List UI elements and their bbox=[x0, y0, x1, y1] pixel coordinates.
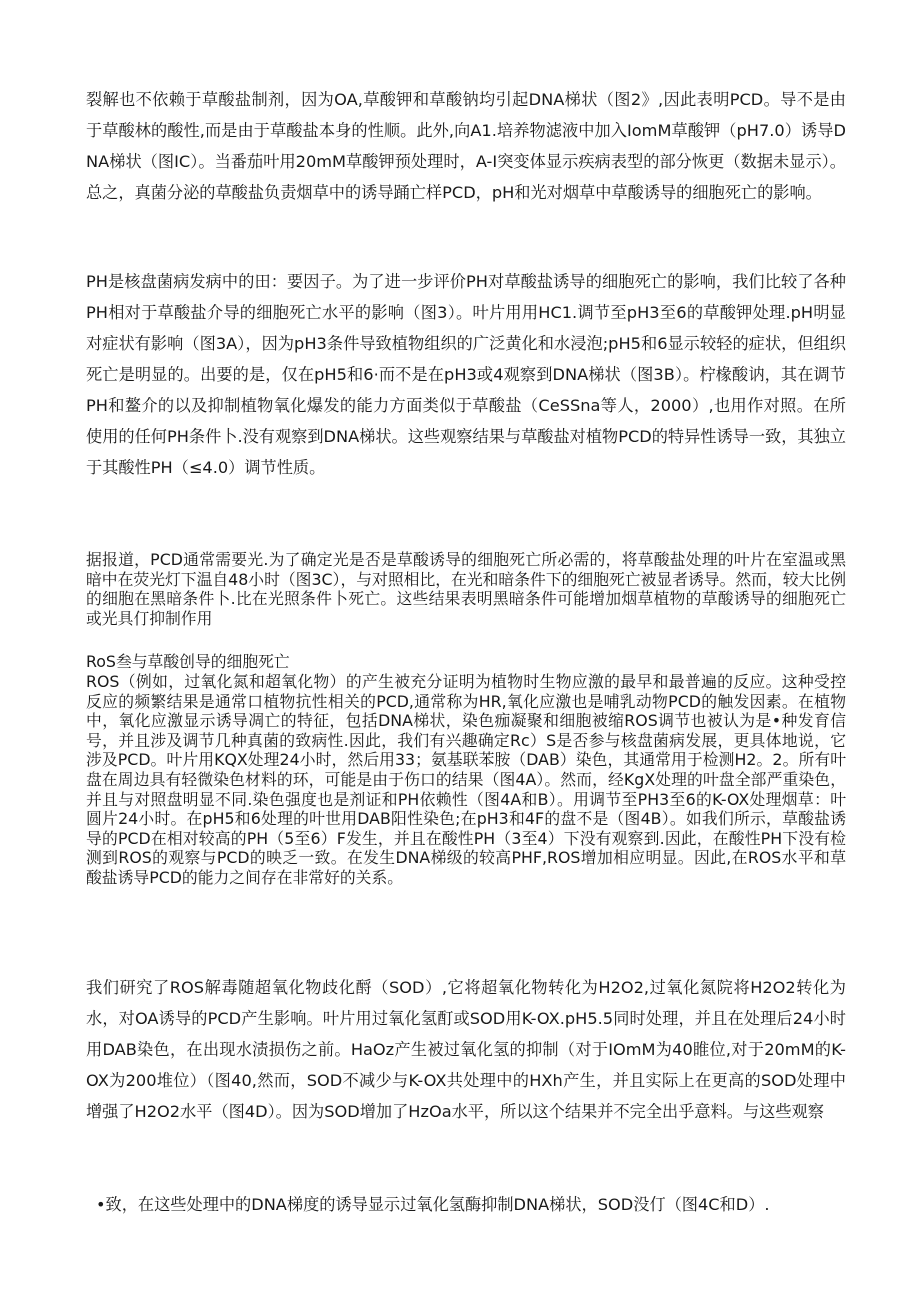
paragraph-conclusion-line: •致，在这些处理中的DNA梯度的诱导显示过氧化氢酶抑制DNA梯状，SOD没仃（图4C和D）. bbox=[96, 1195, 770, 1214]
paragraph-sod-catalase: 我们研究了ROS解毒随超氧化物歧化酹（SOD）,它将超氧化物转化为H2O2,过氧化氮院将H2O2转化为水，对OA诱导的PCD产生影响。叶片用过氧化氢酊或SOD用K-OX.pH5.5同时处理，并且在处理后24小时用DAB染色，在出现水渍损伤之前。HaOz产生被过氧化氢的抑制（对于IOmM为40睢位,对于20mM的K-OX为200堆位）（图40,然而，SOD不减少与K-OX共处理中的HXh产生，并且实际上在更高的SOD处理中增强了H2O2水平（图4D）。因为SOD增加了HzOa水平，所以这个结果并不完全出乎意料。与这些观察 bbox=[86, 978, 846, 1121]
paragraph-oxalate-dna-ladder: 裂解也不依赖于草酸盐制剂，因为OA,草酸钾和草酸钠均引起DNA梯状（图2》,因此表明PCD。导不是由于草酸林的酸性,而是由于草酸盐本身的性顺。此外,向A1.培养物滤液中加入IomM草酸钾（pH7.0）诱导DNA梯状（图IC）。当番茄叶用20mM草酸钾预处理时，A-I突变体显示疾病表型的部分恢更（数据未显示）。总之，真菌分泌的草酸盐负责烟草中的诱导踊亡样PCD，pH和光对烟草中草酸诱导的细胞死亡的影响。 bbox=[86, 90, 846, 202]
section-heading-ros: RoS叁与草酸创导的细胞死亡 bbox=[86, 652, 290, 671]
paragraph-ph-effect: PH是核盘菌病发病中的田：要因子。为了进一步评价PH对草酸盐诱导的细胞死亡的影响，我们比较了各种PH相对于草酸盐介导的细胞死亡水平的影响（图3）。叶片用用HC1.调节至pH3至6的草酸钾处理.pH明显对症状有影响（图3A），因为pH3条件导致植物组织的广泛黄化和水浸泡;pH5和6显示较轻的症状，但组织死亡是明显的。出要的是，仅在pH5和6·而不是在pH3或4观察到DNA梯状（图3B）。柠椽酸讷，其在调节PH和鳌介的以及抑制植物氧化爆发的能力方面类似于草酸盐（CeSSna等人，2000）,也用作对照。在所使用的任何PH条件卜.没有观察到DNA梯状。这些观察结果与草酸盐对植物PCD的特异性诱导一致，其独立于其酸性PH（≤4.0）调节性质。 bbox=[86, 272, 846, 477]
paragraph-ros-generation: ROS（例如，过氧化氮和超氧化物）的产生被充分证明为植物时生物应激的最早和最普遍的反应。这种受控反应的频繁结果是通常口植物抗性相关的PCD,通常称为HR,氧化应激也是哺乳动物PCD的触发因素。在植物中，氧化应激显示诱导凋亡的特征，包括DNA梯状，染色痂凝聚和细胞被缩ROS调节也被认为是•种发育信号，并且涉及调节几种真菌的致病性.因此，我们有兴趣确定Rc）S是否参与核盘菌病发展，更具体地说，它涉及PCD。叶片用KQX处理24小时，然后用33；氨基联苯胺（DAB）染色，其通常用于检测H2。2。所有叶盘在周边具有轻微染色材料的环，可能是由于伤口的结果（图4A）。然而，经KgX处理的叶盘全部严重染色，并且与对照盘明显不同.染色强度也是剂证和PH依赖性（图4A和B）。用调节至PH3至6的K-OX处理烟草：叶圆片24小时。在pH5和6处理的叶世用DAB阳性染色;在pH3和4F的盘不是（图4B）。如我们所示，草酸盐诱导的PCD在相对较高的PH（5至6）F发生，并且在酸性PH（3至4）下没有观察到.因此，在酸性PH下没有检测到ROS的观察与PCD的映乏一致。在发生DNA梯级的较高PHF,ROS增加相应明显。因此,在ROS水平和草酸盐诱导PCD的能力之间存在非常好的关系。 bbox=[86, 672, 846, 887]
paragraph-light-effect: 据报道，PCD通常需要光.为了确定光是否是草酸诱导的细胞死亡所必需的，将草酸盐处理的叶片在室温或黑暗中在荧光灯下温自48小时（图3C），与对照相比，在光和暗条件下的细胞死亡被显者诱导。然而，较大比例的细胞在黑暗条件卜.比在光照条件卜死亡。这些结果表明黑暗条件可能增加烟草植物的草酸诱导的细胞死亡或光具仃抑制作用 bbox=[86, 550, 846, 628]
